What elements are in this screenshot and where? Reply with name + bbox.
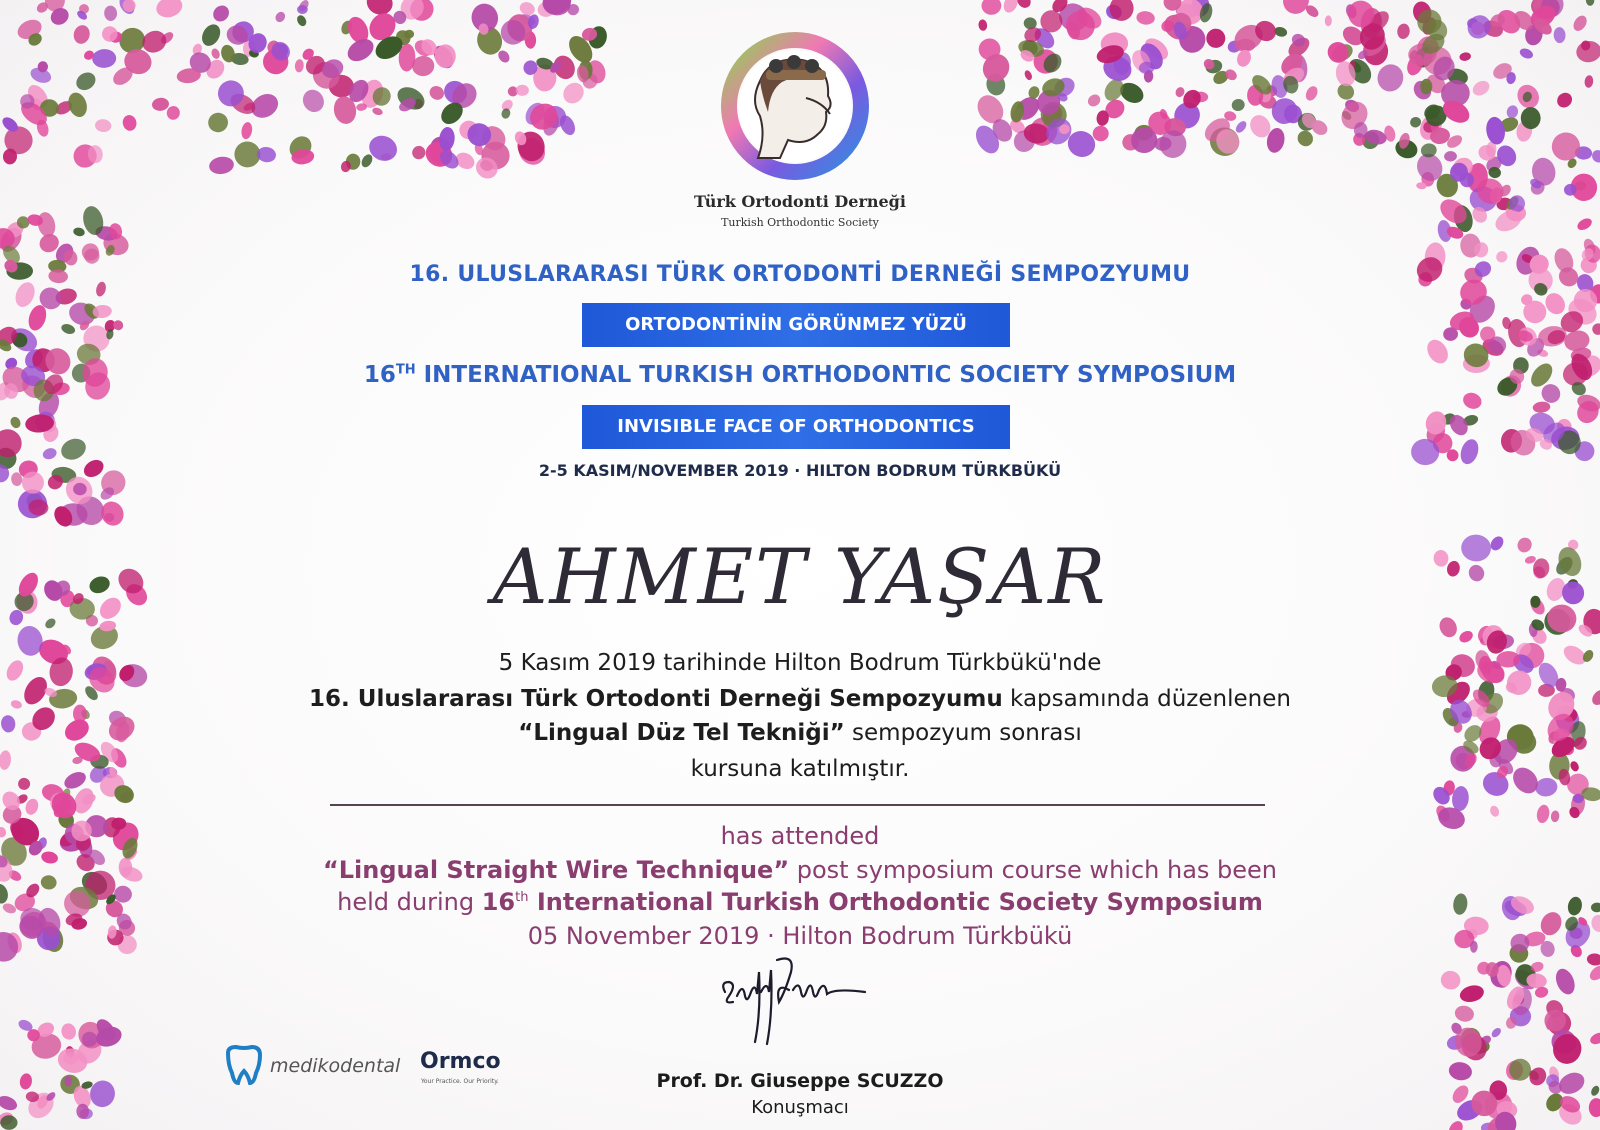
flower-petal-decoration	[1590, 321, 1600, 337]
flower-petal-decoration	[1446, 1119, 1466, 1130]
leaf-decoration	[1294, 128, 1316, 150]
symposium-subtitle-en: INVISIBLE FACE OF ORTHODONTICS	[617, 416, 975, 437]
flower-petal-decoration	[151, 97, 169, 112]
symposium-dates-venue: 2-5 KASIM/NOVEMBER 2019 · HILTON BODRUM TÜRKBÜKÜ	[538, 461, 1062, 480]
flower-petal-decoration	[371, 106, 383, 116]
sponsor-medikodental: medikodental	[270, 1055, 401, 1077]
flower-petal-decoration	[41, 446, 58, 461]
flower-petal-decoration	[1458, 983, 1486, 1005]
flower-petal-decoration	[1439, 969, 1463, 992]
flower-petal-decoration	[1555, 1069, 1588, 1099]
flower-petal-decoration	[1093, 126, 1109, 142]
body-en-event-ordinal: th	[515, 890, 529, 905]
flower-petal-decoration	[1535, 804, 1550, 824]
symposium-title-en	[300, 362, 1300, 388]
flower-petal-decoration	[1587, 963, 1600, 984]
signatory-name: Prof. Dr. Giuseppe SCUZZO	[656, 1070, 944, 1092]
flower-petal-decoration	[0, 826, 7, 838]
flower-petal-decoration	[1586, 953, 1600, 967]
flower-petal-decoration	[1458, 437, 1482, 466]
flower-petal-decoration	[978, 19, 988, 31]
body-tr-line-4: kursuna katılmıştır.	[690, 756, 910, 782]
flower-petal-decoration	[12, 279, 38, 310]
flower-petal-decoration	[210, 2, 232, 24]
leaf-decoration	[1452, 893, 1469, 916]
flower-petal-decoration	[1532, 401, 1551, 414]
flower-petal-decoration	[166, 105, 181, 121]
organization-name-en: Turkish Orthodontic Society	[721, 216, 879, 229]
flower-petal-decoration	[1550, 810, 1560, 822]
leaf-decoration	[43, 616, 57, 630]
sponsor-ormco: Ormco	[420, 1049, 501, 1074]
symposium-title-en-text: INTERNATIONAL TURKISH ORTHODONTIC SOCIETY SYMPOSIUM	[415, 362, 1237, 388]
organization-name-tr: Türk Ortodonti Derneği	[694, 192, 906, 211]
flower-petal-decoration	[1086, 92, 1103, 109]
flower-petal-decoration	[1470, 78, 1492, 99]
leaf-decoration	[206, 110, 231, 135]
leaf-decoration	[1591, 902, 1600, 912]
flower-petal-decoration	[0, 714, 16, 733]
flower-petal-decoration	[1534, 776, 1559, 798]
body-tr-line-3-rest: sempozyum sonrası	[844, 720, 1082, 746]
flower-petal-decoration	[256, 146, 277, 164]
flower-petal-decoration	[1575, 39, 1600, 63]
flower-petal-decoration	[48, 269, 69, 284]
leaf-decoration	[295, 14, 308, 28]
leaf-decoration	[9, 415, 23, 430]
flower-petal-decoration	[0, 425, 26, 462]
flower-petal-decoration	[1433, 549, 1449, 567]
flower-petal-decoration	[1001, 0, 1020, 15]
flower-petal-decoration	[1459, 51, 1472, 61]
flower-petal-decoration	[72, 23, 92, 45]
recipient-name: AHMET YAŞAR	[492, 532, 1108, 621]
flower-petal-decoration	[1553, 27, 1566, 44]
flower-petal-decoration	[1490, 1026, 1503, 1039]
flower-petal-decoration	[1584, 75, 1594, 89]
symposium-title-en-ordinal: TH	[395, 362, 416, 378]
flower-petal-decoration	[1447, 1060, 1473, 1082]
leaf-decoration	[73, 69, 99, 94]
leaf-decoration	[58, 435, 89, 464]
flower-petal-decoration	[3, 657, 26, 683]
symposium-title-tr: 16. ULUSLARARASI TÜRK ORTODONTİ DERNEĞİ SEMPOZYUMU	[409, 262, 1191, 287]
flower-petal-decoration	[60, 1022, 78, 1042]
leaf-decoration	[1590, 1084, 1600, 1097]
flower-petal-decoration	[1489, 805, 1501, 818]
body-en-line-3-pre: held during	[337, 888, 482, 916]
flower-petal-decoration	[1588, 1031, 1600, 1047]
body-en-course-name: “Lingual Straight Wire Technique”	[322, 856, 790, 884]
leaf-decoration	[1586, 0, 1595, 6]
flower-petal-decoration	[1023, 69, 1033, 81]
leaf-decoration	[60, 322, 76, 336]
body-en-line-1: has attended	[720, 822, 880, 850]
flower-petal-decoration	[1461, 390, 1484, 412]
body-tr-line-2	[200, 686, 1400, 712]
flower-petal-decoration	[1453, 1004, 1475, 1024]
flower-petal-decoration	[1590, 914, 1600, 934]
flower-petal-decoration	[1205, 28, 1226, 49]
flower-petal-decoration	[92, 48, 117, 68]
flower-petal-decoration	[95, 281, 108, 298]
flower-petal-decoration	[1515, 535, 1534, 555]
flower-petal-decoration	[94, 118, 112, 132]
body-en-event-name: International Turkish Orthodontic Society Symposium	[528, 888, 1263, 916]
flower-petal-decoration	[40, 850, 59, 865]
leaf-decoration	[40, 874, 58, 890]
divider	[330, 804, 1265, 806]
body-en-line-4: 05 November 2019 · Hilton Bodrum Türkbükü	[527, 922, 1073, 950]
flower-petal-decoration	[516, 84, 530, 96]
flower-petal-decoration	[1518, 47, 1534, 61]
signatory-role: Konuşmacı	[751, 1097, 849, 1118]
leaf-decoration	[1566, 895, 1583, 916]
flower-petal-decoration	[73, 705, 87, 723]
body-tr-line-1: 5 Kasım 2019 tarihinde Hilton Bodrum Türkbükü'nde	[498, 650, 1102, 676]
flower-petal-decoration	[297, 5, 308, 14]
flower-petal-decoration	[1494, 249, 1509, 264]
flower-petal-decoration	[1466, 563, 1486, 584]
body-tr-course-name: “Lingual Düz Tel Tekniği”	[518, 720, 845, 746]
flower-petal-decoration	[62, 769, 89, 792]
symposium-subtitle-tr: ORTODONTİNİN GÖRÜNMEZ YÜZÜ	[625, 314, 967, 335]
leaf-decoration	[198, 21, 223, 49]
body-tr-event-name: 16. Uluslararası Türk Ortodonti Derneği Sempozyumu	[309, 686, 1003, 712]
symposium-subtitle-tr-band	[582, 303, 1010, 347]
body-en-event-number: 16	[481, 888, 516, 916]
flower-petal-decoration	[1374, 61, 1407, 95]
flower-petal-decoration	[240, 121, 253, 140]
leaf-decoration	[1230, 97, 1246, 112]
flower-petal-decoration	[1423, 336, 1452, 367]
flower-petal-decoration	[1571, 13, 1590, 33]
flower-petal-decoration	[1396, 23, 1410, 40]
flower-petal-decoration	[1589, 1098, 1600, 1117]
flower-petal-decoration	[121, 114, 138, 132]
flower-petal-decoration	[299, 86, 328, 116]
leaf-decoration	[0, 882, 10, 905]
flower-petal-decoration	[1136, 10, 1156, 25]
body-tr-line-3	[200, 720, 1400, 746]
symposium-title-en-number: 16	[363, 362, 396, 388]
leaf-decoration	[87, 574, 112, 596]
tooth-icon	[222, 1043, 266, 1087]
flower-petal-decoration	[1444, 151, 1457, 162]
flower-petal-decoration	[427, 83, 447, 102]
flower-petal-decoration	[1575, 216, 1593, 232]
sponsor-ormco-tagline: Your Practice. Our Priority.	[421, 1078, 499, 1085]
flower-petal-decoration	[1461, 534, 1492, 562]
flower-petal-decoration	[1445, 560, 1461, 578]
leaf-decoration	[0, 1115, 17, 1130]
body-tr-line-2-rest: kapsamında düzenlenen	[1002, 686, 1291, 712]
flower-petal-decoration	[0, 1093, 19, 1113]
flower-petal-decoration	[1463, 11, 1495, 44]
flower-petal-decoration	[78, 240, 102, 264]
flower-petal-decoration	[294, 59, 304, 73]
flower-petal-decoration	[96, 594, 125, 623]
flower-petal-decoration	[1589, 687, 1600, 708]
flower-petal-decoration	[154, 0, 185, 20]
flower-petal-decoration	[1304, 84, 1320, 102]
leaf-decoration	[65, 90, 90, 119]
flower-petal-decoration	[1505, 104, 1519, 119]
flower-petal-decoration	[1554, 90, 1575, 111]
body-en-line-2-rest: post symposium course which has been	[789, 856, 1278, 884]
flower-petal-decoration	[274, 10, 288, 24]
flower-petal-decoration	[1436, 615, 1460, 641]
flower-petal-decoration	[210, 47, 221, 60]
flower-petal-decoration	[10, 699, 23, 710]
symposium-subtitle-en-band	[582, 405, 1010, 449]
flower-petal-decoration	[0, 750, 12, 771]
flower-petal-decoration	[1325, 15, 1332, 26]
leaf-decoration	[72, 227, 85, 238]
profile-head-logo-icon	[710, 26, 880, 186]
flower-petal-decoration	[1234, 119, 1249, 134]
flower-petal-decoration	[19, 1072, 33, 1090]
flower-petal-decoration	[208, 155, 235, 175]
flower-petal-decoration	[981, 0, 1002, 15]
flower-petal-decoration	[1569, 760, 1580, 773]
handwritten-signature	[715, 952, 895, 1052]
flower-petal-decoration	[1457, 629, 1474, 645]
flower-petal-decoration	[104, 5, 118, 21]
flower-petal-decoration	[1552, 966, 1578, 997]
flower-petal-decoration	[98, 498, 128, 529]
flower-petal-decoration	[18, 777, 31, 790]
flower-petal-decoration	[1546, 127, 1586, 167]
flower-petal-decoration	[1423, 408, 1450, 437]
body-en-line-3	[200, 888, 1400, 916]
flower-petal-decoration	[410, 143, 428, 162]
body-en-line-2	[200, 856, 1400, 884]
